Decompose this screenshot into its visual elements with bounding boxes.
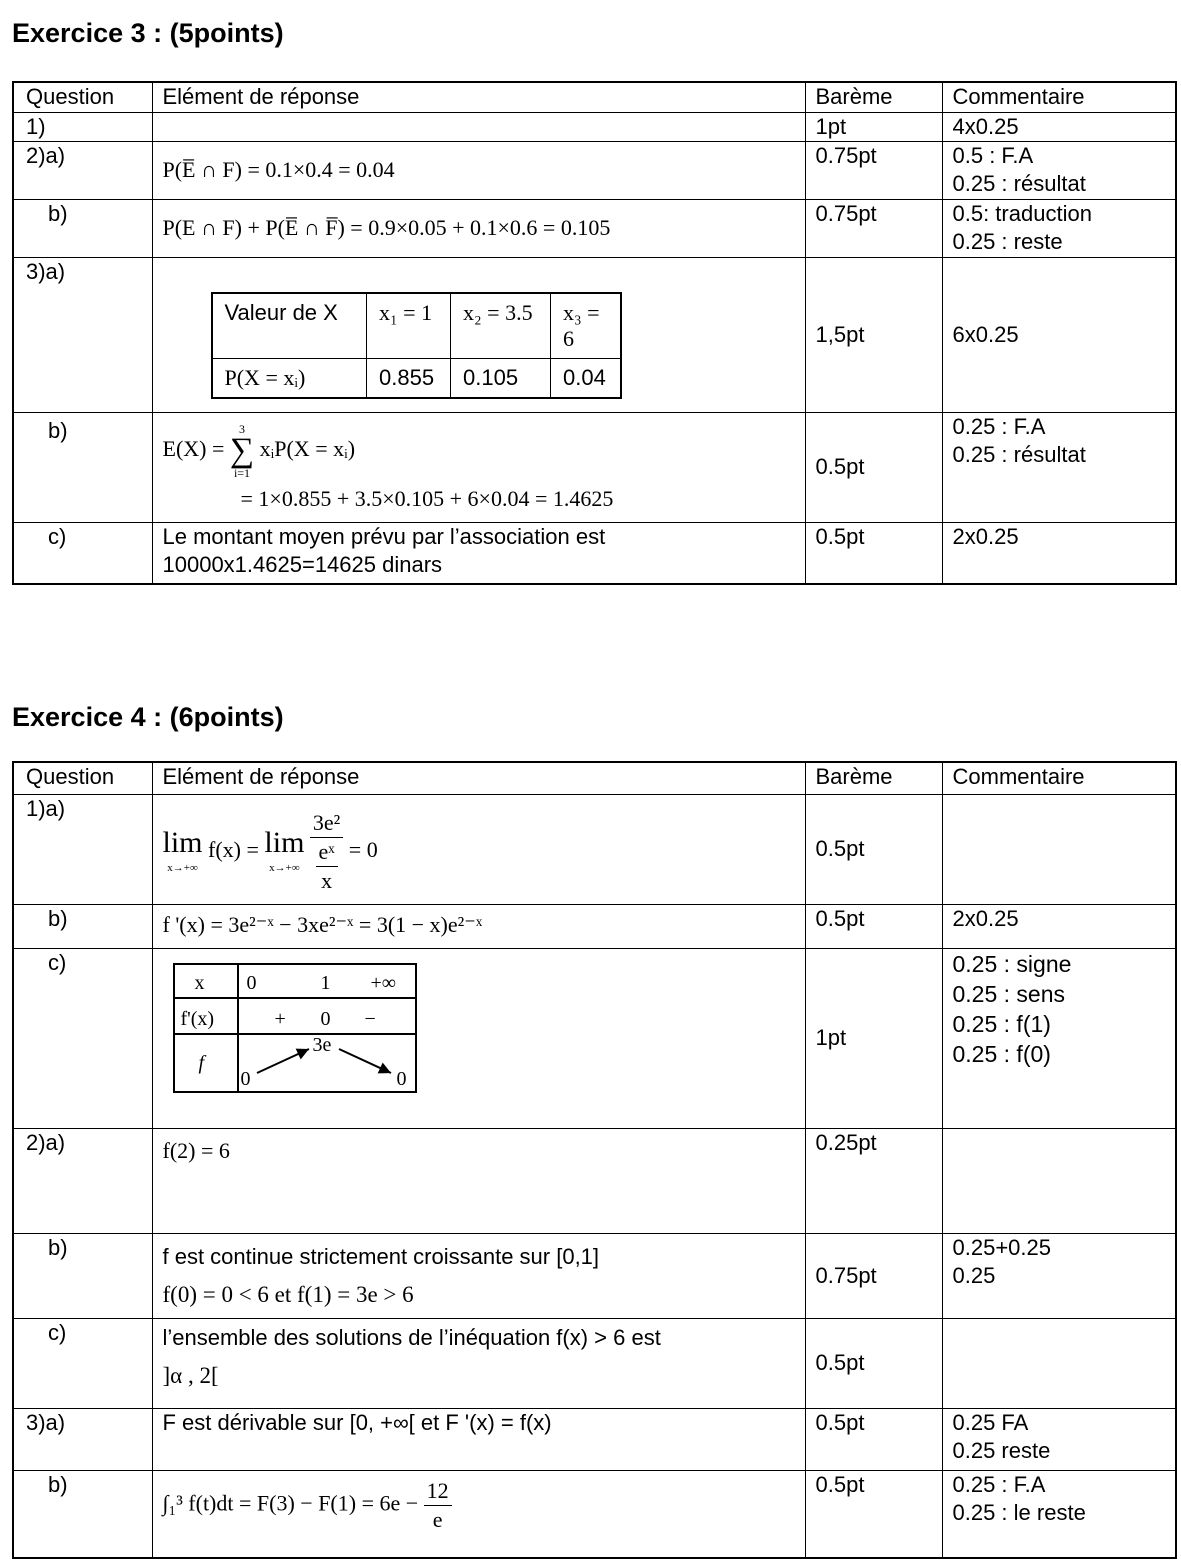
bareme-cell: 1,5pt: [805, 257, 942, 412]
law-row-values: [212, 293, 621, 359]
law-probability: 0.105: [451, 358, 551, 398]
question-label: b): [13, 1233, 152, 1318]
table-row: [13, 1470, 1176, 1558]
table-row: [13, 1408, 1176, 1470]
bareme-cell: 0.5pt: [805, 522, 942, 584]
var-x-value: +∞: [370, 971, 397, 994]
increasing-arrow: [257, 1049, 309, 1073]
var-f-value: 3e: [312, 1033, 332, 1056]
comment-line: 0.25: [952, 1262, 996, 1288]
table-row: [13, 794, 1176, 904]
exercise-3-table: [12, 81, 1177, 585]
header-bareme: Barème: [805, 82, 942, 112]
comment-line: 0.25 : f(0): [952, 1040, 1051, 1067]
expectation-rhs: xᵢP(X = xᵢ): [259, 435, 356, 461]
question-label: b): [13, 1470, 152, 1558]
exercise-4-table: [12, 761, 1177, 1559]
table-header-row: [13, 762, 1176, 794]
answer-formula: [152, 794, 805, 904]
answer-formula: [152, 412, 805, 522]
var-sign: +: [274, 1007, 286, 1030]
comment-cell: [942, 522, 1176, 584]
comment-cell: [942, 141, 1176, 199]
fraction-numerator: 12: [424, 1477, 452, 1506]
header-question: Question: [13, 762, 152, 794]
header-bareme: Barème: [805, 762, 942, 794]
variation-table: [173, 963, 417, 1093]
comment-cell: [942, 794, 1176, 904]
table-row: [13, 522, 1176, 584]
expectation-lhs: E(X) =: [162, 435, 225, 461]
table-row: [13, 1233, 1176, 1318]
question-label: c): [13, 948, 152, 1128]
comment-cell: [942, 1318, 1176, 1408]
integral-fraction: [424, 1477, 452, 1534]
integral-expression: ∫₁³ f(t)dt = F(3) − F(1) = 6e −: [162, 1490, 419, 1516]
comment-cell: [942, 257, 1176, 412]
probability-law-table: [211, 292, 622, 399]
answer-cell: [152, 522, 805, 584]
fraction-denominator: e: [432, 1506, 443, 1532]
table-row: [13, 1318, 1176, 1408]
sum-symbol: 3 ∑ i=1: [229, 421, 255, 480]
table-header-row: [13, 82, 1176, 112]
question-label: b): [13, 199, 152, 257]
table-row: [13, 112, 1176, 141]
bareme-cell: 0.5pt: [805, 1408, 942, 1470]
law-header: P(X = xᵢ): [212, 358, 367, 398]
comment-cell: [942, 1128, 1176, 1233]
table-row: [13, 257, 1176, 412]
limit-fraction: [310, 809, 343, 895]
answer-cell: [152, 1318, 805, 1408]
sum-upper-bound: 3: [239, 421, 246, 436]
var-f-value: 0: [240, 1067, 251, 1090]
comment-line: 0.25 : résultat: [952, 441, 1086, 467]
law-header: Valeur de X: [212, 293, 367, 359]
answer-line: l’ensemble des solutions de l’inéquation f(x) > 6 est: [162, 1324, 661, 1350]
comment-cell: [942, 112, 1176, 141]
answer-line: f est continue strictement croissante sur [0,1]: [162, 1243, 600, 1269]
var-derivative-label: f'(x): [180, 1007, 215, 1030]
answer-line: Le montant moyen prévu par l’association est: [162, 523, 606, 549]
exercise-4-title: Exercice 4 : (6points): [12, 702, 284, 732]
comment-line: 0.25 : signe: [952, 950, 1072, 977]
var-sign: −: [364, 1007, 376, 1030]
answer-cell: [152, 257, 805, 412]
comment-cell: [942, 1408, 1176, 1470]
header-element: Elément de réponse: [152, 82, 805, 112]
expectation-calculation: = 1×0.855 + 3.5×0.105 + 6×0.04 = 1.4625: [240, 485, 614, 511]
answer-cell: [152, 112, 805, 141]
table-row: [13, 1128, 1176, 1233]
comment-line: 0.25+0.25: [952, 1234, 1051, 1260]
comment-line: 0.25 : f(1): [952, 1010, 1051, 1037]
header-element: Elément de réponse: [152, 762, 805, 794]
exercise-3-title: Exercice 3 : (5points): [12, 18, 284, 48]
comment-line: 0.5 : F.A: [952, 142, 1034, 168]
answer-line: ]α , 2[: [162, 1362, 219, 1388]
bareme-cell: 0.5pt: [805, 1470, 942, 1558]
comment-line: 0.25 : résultat: [952, 170, 1086, 196]
var-sign: 0: [320, 1007, 331, 1030]
limit-operator: lim x→+∞: [162, 825, 203, 874]
limit-operator: lim x→+∞: [264, 825, 305, 874]
decreasing-arrow: [339, 1049, 391, 1073]
comment-cell: [942, 412, 1176, 522]
law-probability: 0.04: [551, 358, 621, 398]
comment-line: 0.5: traduction: [952, 200, 1092, 226]
comment-line: 0.25 : F.A: [952, 413, 1046, 439]
fraction-numerator: 3e²: [310, 809, 343, 838]
header-commentaire: Commentaire: [942, 82, 1176, 112]
question-label: 1): [13, 112, 152, 141]
header-commentaire: Commentaire: [942, 762, 1176, 794]
bareme-cell: 0.5pt: [805, 1318, 942, 1408]
answer-formula: F est dérivable sur [0, +∞[ et F '(x) = f(x): [152, 1408, 805, 1470]
answer-formula: [152, 1470, 805, 1558]
comment-line: 6x0.25: [952, 321, 1019, 347]
bareme-cell: 0.75pt: [805, 199, 942, 257]
var-x-label: x: [194, 971, 205, 994]
comment-line: 2x0.25: [952, 523, 1019, 549]
answer-formula: f(2) = 6: [152, 1128, 805, 1233]
var-f-value: 0: [396, 1067, 407, 1090]
function-expression: f(x) =: [208, 836, 259, 862]
table-row: [13, 904, 1176, 948]
bareme-cell: 1pt: [805, 948, 942, 1128]
bareme-cell: 0.5pt: [805, 904, 942, 948]
question-label: 3)a): [13, 257, 152, 412]
question-label: c): [13, 522, 152, 584]
answer-formula: P(E̅ ∩ F) = 0.1×0.4 = 0.04: [152, 141, 805, 199]
bareme-cell: 0.75pt: [805, 1233, 942, 1318]
question-label: 1)a): [13, 794, 152, 904]
fraction-denominator: $\frac{\text{eˣ}}{x}$: [310, 838, 343, 895]
law-probability: 0.855: [367, 358, 451, 398]
comment-line: 0.25 : F.A: [952, 1471, 1046, 1497]
bareme-cell: 0.25pt: [805, 1128, 942, 1233]
comment-line: 0.25 : sens: [952, 980, 1066, 1007]
comment-line: 0.25 reste: [952, 1437, 1051, 1463]
law-x-value: x₃ = 6: [551, 293, 621, 359]
table-row: [13, 199, 1176, 257]
comment-line: 0.25 : reste: [952, 228, 1063, 254]
comment-line: 0.25 : le reste: [952, 1499, 1086, 1525]
answer-line: f(0) = 0 < 6 et f(1) = 3e > 6: [162, 1281, 414, 1307]
question-label: b): [13, 904, 152, 948]
comment-cell: [942, 948, 1176, 1128]
comment-line: 0.25 FA: [952, 1409, 1029, 1435]
comment-cell: [942, 199, 1176, 257]
variation-arrows: [175, 965, 415, 1091]
answer-line: 10000x1.4625=14625 dinars: [162, 551, 443, 577]
bareme-cell: 0.75pt: [805, 141, 942, 199]
bareme-cell: 1pt: [805, 112, 942, 141]
question-label: c): [13, 1318, 152, 1408]
table-row: [13, 141, 1176, 199]
answer-formula: f '(x) = 3e²⁻ˣ − 3xe²⁻ˣ = 3(1 − x)e²⁻ˣ: [152, 904, 805, 948]
limit-result: = 0: [348, 836, 378, 862]
question-label: b): [13, 412, 152, 522]
var-x-value: 0: [246, 971, 257, 994]
question-label: 2)a): [13, 1128, 152, 1233]
answer-formula: P(E ∩ F) + P(E̅ ∩ F̅) = 0.9×0.05 + 0.1×0.6 = 0.105: [152, 199, 805, 257]
comment-line: 4x0.25: [952, 113, 1019, 139]
answer-cell: [152, 948, 805, 1128]
bareme-cell: 0.5pt: [805, 412, 942, 522]
law-row-probabilities: [212, 358, 621, 398]
var-x-value: 1: [320, 971, 331, 994]
question-label: 3)a): [13, 1408, 152, 1470]
header-question: Question: [13, 82, 152, 112]
sum-lower-bound: i=1: [233, 465, 251, 480]
answer-cell: [152, 1233, 805, 1318]
law-x-value: x₂ = 3.5: [451, 293, 551, 359]
comment-cell: [942, 1233, 1176, 1318]
table-row: [13, 948, 1176, 1128]
law-x-value: x₁ = 1: [367, 293, 451, 359]
table-row: [13, 412, 1176, 522]
comment-line: 2x0.25: [952, 905, 1019, 931]
var-function-label: f: [198, 1051, 205, 1074]
bareme-cell: 0.5pt: [805, 794, 942, 904]
question-label: 2)a): [13, 141, 152, 199]
comment-cell: [942, 1470, 1176, 1558]
comment-cell: [942, 904, 1176, 948]
